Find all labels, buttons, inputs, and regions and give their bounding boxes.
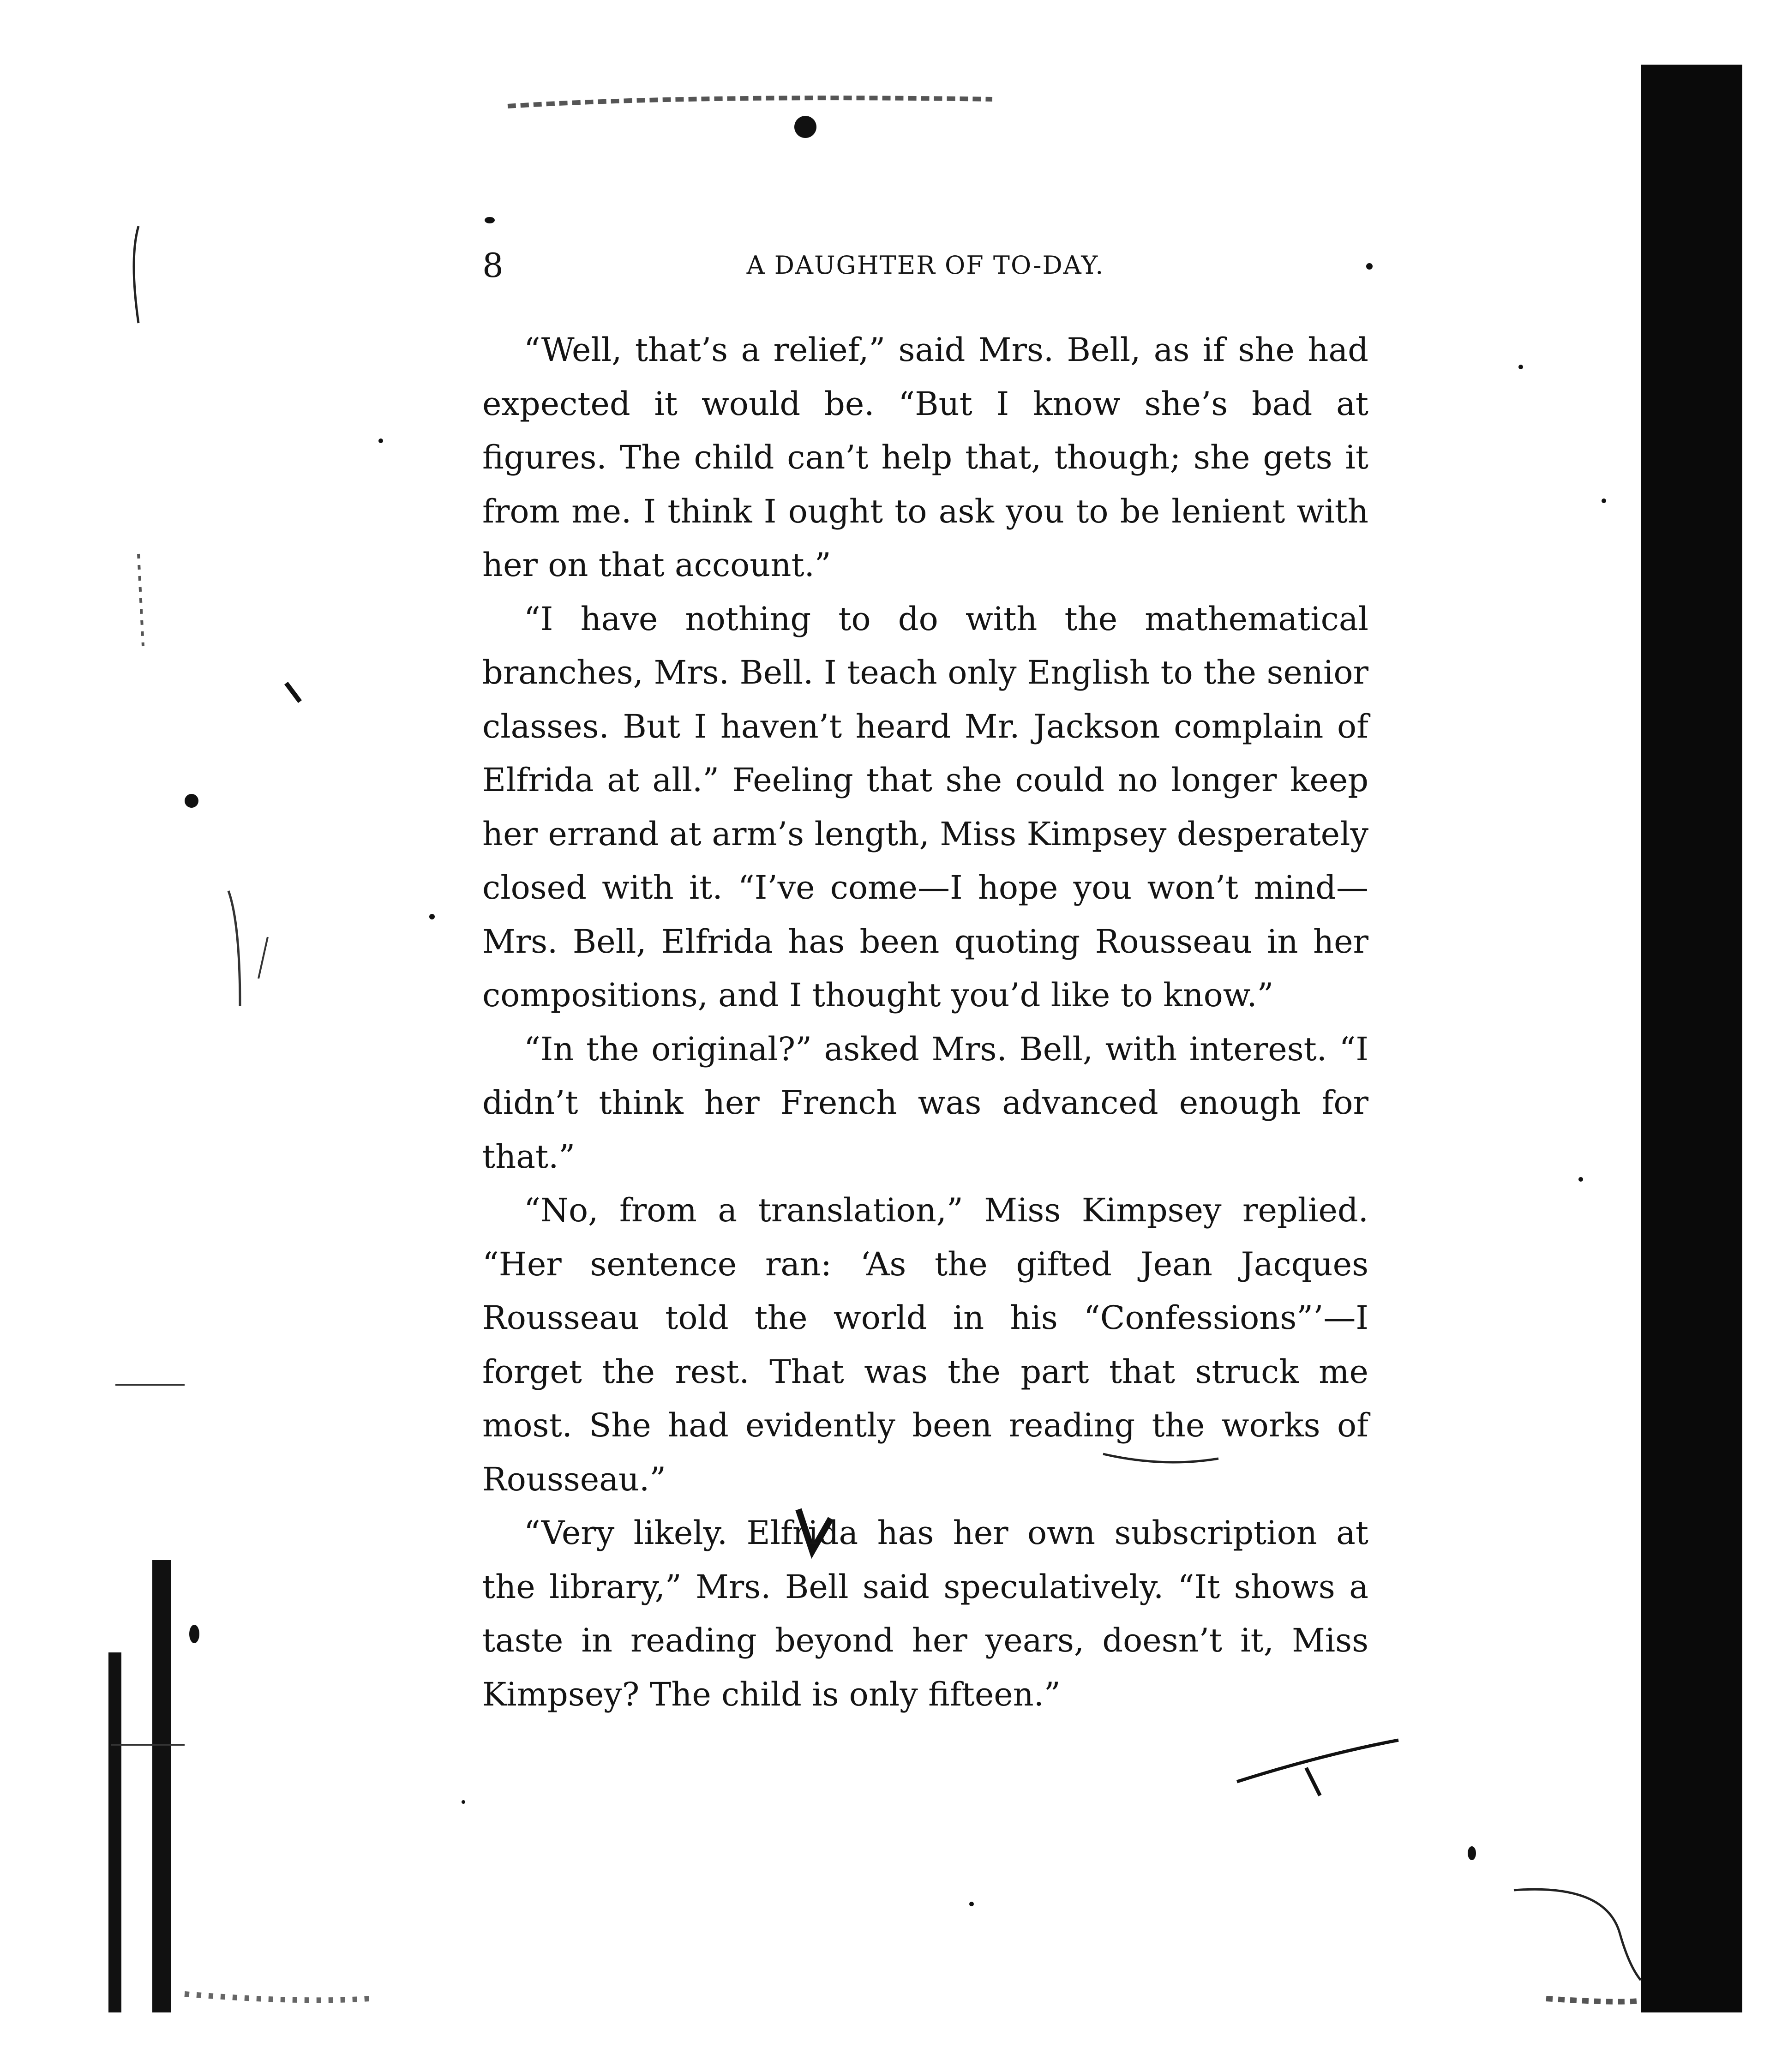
paragraph: “I have nothing to do with the mathematical branches, Mrs. Bell. I teach only English to the senior classes. But I haven’t heard Mr. Jackson complain of Elfrida at all.” Feeling that she could no longer keep her errand at arm’s length, Miss Kimpsey desperately closed with it. “I’ve come—I hope you won’t mind—Mrs. Bell, Elfrida has been quoting Rousseau in her compositions, and I thought you’d like to know.” [482,600,1368,1014]
ink-speck [378,438,383,443]
ink-speck [485,217,495,223]
ink-speck [462,1800,465,1804]
ink-speck [189,1625,199,1643]
ink-speck [185,794,198,808]
paragraph: “No, from a translation,” Miss Kimpsey replied. “Her sentence ran: ‘As the gifted Jean Jacques Rousseau told the world in his “Confessions”’—I forget the rest. That was the part that struck me most. She had evidently been reading the works of Rousseau.” [482,1191,1368,1498]
paragraph: “In the original?” asked Mrs. Bell, with interest. “I didn’t think her French was advanced enough for that.” [482,1030,1368,1176]
paragraph: “Very likely. Elfrida has her own subscription at the library,” Mrs. Bell said speculatively. “It shows a taste in reading beyond her years, doesn’t it, Miss Kimpsey? The child is only fifteen.” [482,1514,1368,1713]
ink-speck [1602,498,1606,503]
running-head [482,242,1368,288]
running-title: A DAUGHTER OF TO-DAY. [746,251,1104,280]
ink-speck [969,1902,974,1906]
ink-speck [1468,1846,1476,1860]
page-number: 8 [482,246,504,285]
body-text [482,323,1368,1721]
ink-speck [1578,1177,1583,1182]
paragraph: “Well, that’s a relief,” said Mrs. Bell, as if she had expected it would be. “But I know she’s bad at figures. The child can’t help that, though; she gets it from me. I think I ought to ask you to be lenient with her on that account.” [482,331,1368,584]
ink-speck [1518,365,1523,369]
ink-speck [429,914,435,919]
